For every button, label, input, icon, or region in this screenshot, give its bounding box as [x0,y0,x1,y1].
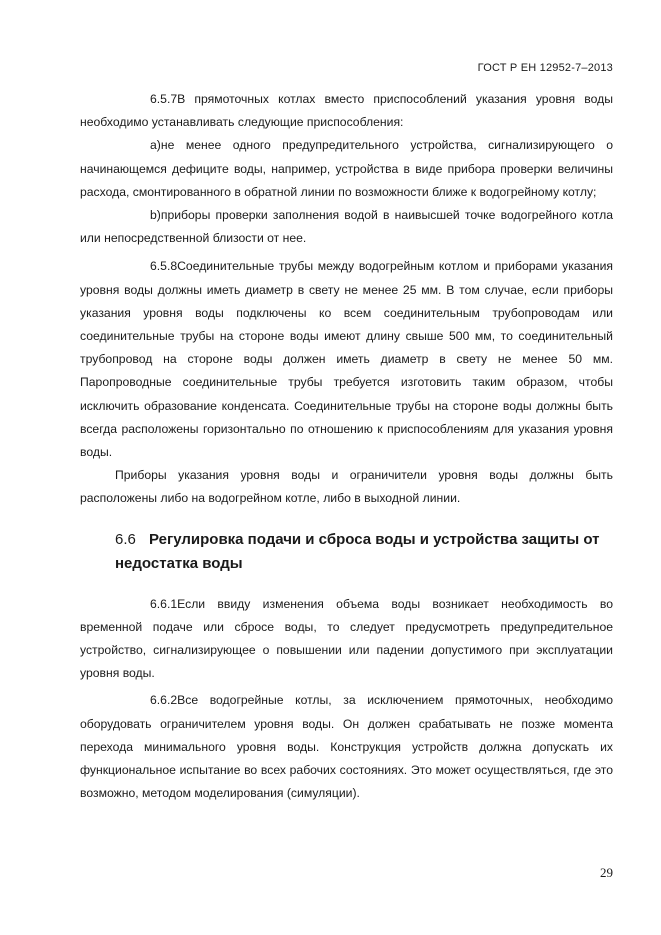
section-title: Регулировка подачи и сброса воды и устройства защиты от недостатка воды [115,530,600,572]
list-marker: а) [150,138,161,153]
clause-text: В прямоточных котлах вместо приспособлений указания уровня воды необходимо устанавливать следующие приспособления: [80,92,613,130]
list-item-b [80,204,613,250]
document-code: ГОСТ Р ЕН 12952-7–2013 [477,62,613,74]
list-item-text: приборы проверки заполнения водой в наивысшей точке водогрейного котла или непосредственной близости от нее. [80,208,613,246]
clause-6-6-1 [80,593,613,686]
list-item-a [80,134,613,204]
page-number: 29 [600,865,613,880]
clause-6-5-7-intro [80,88,613,134]
clause-text: Все водогрейные котлы, за исключением прямоточных, необходимо оборудовать ограничителем уровня воды. Он должен срабатывать не позже момента перехода минимального уровня воды. Конструкция устройств должна допускать их функциональное испытание во всех рабочих состояниях. Это может осуществляться, где это возможно, методом моделирования (симуляции). [80,693,613,801]
clause-number: 6.6.2 [150,693,178,708]
section-number: 6.6 [115,530,136,548]
clause-number: 6.5.7 [150,92,178,106]
clause-number: 6.6.1 [150,596,178,611]
clause-6-5-8 [80,255,613,464]
clause-6-6-2 [80,689,613,805]
list-marker: b) [150,208,161,223]
list-item-text: не менее одного предупредительного устройства, сигнализирующего о начинающемся дефиците воды, например, устройства в виде прибора проверки величины расхода, смонтированного в обратной линии по возможности ближе к водогрейному котлу; [80,138,613,199]
clause-text: Приборы указания уровня воды и ограничители уровня воды должны быть расположены либо на водогрейном котле, либо в выходной линии. [80,468,613,506]
clause-text: Соединительные трубы между водогрейным котлом и приборами указания уровня воды должны иметь диаметр в свету не менее 25 мм. В том случае, если приборы указания уровня воды подключены ко всем соединительным трубопроводам или соединительные трубы на стороне воды имеют длину свыше 500 мм, то соединительный трубопровод на стороне воды должен иметь диаметр в свету не менее 50 мм. Паропроводные соединительные трубы требуется изготовить таким образом, чтобы исключить образование конденсата. Соединительные трубы на стороне воды должны быть всегда расположены горизонтально по отношению к приспособлениям для указания уровня воды. [80,259,613,460]
document-body [80,88,613,805]
clause-number: 6.5.8 [150,259,178,274]
section-heading-6-6 [80,528,613,576]
clause-text: Если ввиду изменения объема воды возникает необходимость во временной подаче или сбросе воды, то следует предусмотреть предупредительное устройство, сигнализирующее о повышении или падении допустимого при эксплуатации уровня воды. [80,596,613,681]
clause-6-5-8-paragraph-2 [80,464,613,510]
